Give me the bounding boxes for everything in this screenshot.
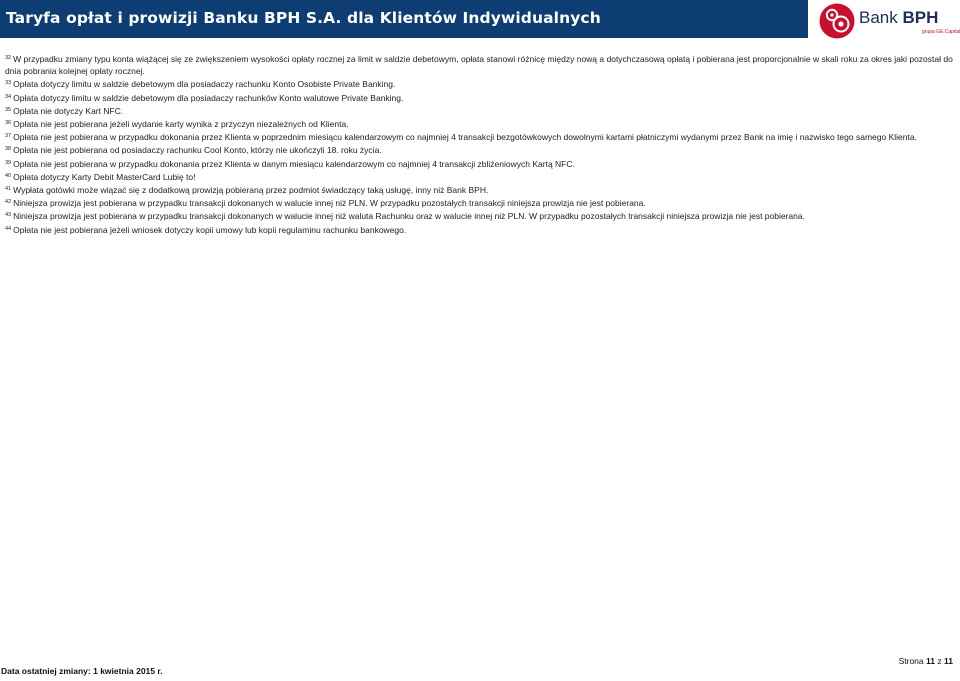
footnote-text: Niniejsza prowizja jest pobierana w przypadku transakcji dokonanych w walucie innej niż waluta Rachunku oraz w walucie innej niż PLN. W przypadku pozostałych transakcji niniejsza prowizja nie jest pobierana. bbox=[13, 211, 805, 222]
bank-logo bbox=[818, 1, 958, 39]
footnote-text: Opłata nie jest pobierana w przypadku dokonania przez Klienta w danym miesiącu kalendarzowym co najmniej 4 transakcji zbliżeniowych Kartą NFC. bbox=[13, 158, 575, 169]
footnote-number: 43 bbox=[5, 212, 12, 219]
header-band bbox=[0, 0, 808, 38]
footnote-number: 37 bbox=[5, 133, 12, 140]
logo-wordmark bbox=[859, 8, 938, 28]
page-header bbox=[0, 0, 960, 40]
logo-name: Bank bbox=[859, 8, 898, 27]
footnote-text: Opłata nie jest pobierana jeżeli wydanie karty wynika z przyczyn niezależnych od Klienta. bbox=[13, 119, 349, 130]
footnotes-list bbox=[5, 52, 955, 236]
page-number bbox=[899, 656, 953, 666]
footnote-number: 32 bbox=[5, 55, 12, 61]
footnote-number: 33 bbox=[5, 80, 12, 87]
footnote-number: 34 bbox=[5, 93, 12, 100]
footnote-text: Wypłata gotówki może wiązać się z dodatkową prowizją pobieraną przez podmiot świadczący taką usługę, inny niż Bank BPH. bbox=[13, 185, 489, 196]
footnote bbox=[5, 91, 955, 104]
footnote-text: Opłata dotyczy limitu w saldzie debetowym dla posiadaczy rachunków Konto walutowe Private Banking. bbox=[13, 92, 404, 103]
footnote bbox=[5, 183, 955, 196]
footnote bbox=[5, 170, 955, 183]
logo-subtitle: grupa GE Capital bbox=[922, 29, 960, 35]
footnote bbox=[5, 143, 955, 156]
page-separator: z bbox=[937, 656, 942, 666]
footnote-text: Opłata nie dotyczy Kart NFC. bbox=[13, 105, 124, 116]
footnote-text: Opłata dotyczy limitu w saldzie debetowym dla posiadaczy rachunku Konto Osobiste Private Banking. bbox=[13, 79, 396, 90]
footnote-number: 38 bbox=[5, 146, 12, 153]
footnote-text: Opłata nie jest pobierana od posiadaczy rachunku Cool Konto, którzy nie ukończyli 18. roku życia. bbox=[13, 145, 382, 156]
footnote bbox=[5, 130, 955, 143]
footnote-number: 41 bbox=[5, 186, 12, 193]
footnote bbox=[5, 157, 955, 170]
footnote-text: Opłata nie jest pobierana jeżeli wniosek dotyczy kopii umowy lub kopii regulaminu rachunku bankowego. bbox=[13, 224, 407, 235]
footnote-number: 35 bbox=[5, 106, 12, 113]
footnote-text: W przypadku zmiany typu konta wiążącej się ze zwiększeniem wysokości opłaty rocznej za limit w saldzie debetowym, opłata stanowi różnicę między nową a dotychczasową opłatą i pobierana jest proporcjonalnie w skali roku za okres jaki pozostał do dnia pobrania kolejnej opłaty rocznej. bbox=[5, 54, 953, 77]
footnote-text: Niniejsza prowizja jest pobierana w przypadku transakcji dokonanych w walucie innej niż PLN. W przypadku pozostałych transakcji niniejsza prowizja nie jest pobierana. bbox=[13, 198, 646, 209]
footnote-text: Opłata dotyczy Karty Debit MasterCard Lubię to! bbox=[13, 171, 196, 182]
footnote bbox=[5, 117, 955, 130]
page-label: Strona bbox=[898, 656, 924, 666]
logo-name-bold: BPH bbox=[902, 8, 939, 27]
footnote bbox=[5, 209, 955, 222]
footnote-number: 36 bbox=[5, 120, 12, 127]
footnote-number: 42 bbox=[5, 199, 12, 206]
footnote-number: 44 bbox=[5, 225, 12, 232]
last-change-date: Data ostatniej zmiany: 1 kwietnia 2015 r. bbox=[1, 666, 163, 676]
footnote-number: 40 bbox=[5, 172, 12, 179]
footnote bbox=[5, 104, 955, 117]
page-total: 11 bbox=[944, 656, 953, 666]
bank-bph-logo-icon bbox=[819, 3, 855, 39]
footnote bbox=[5, 77, 955, 90]
footnote bbox=[5, 52, 955, 77]
footnote bbox=[5, 223, 955, 236]
footnote-number: 39 bbox=[5, 159, 12, 166]
footnote-text: Opłata nie jest pobierana w przypadku dokonania przez Klienta w poprzednim miesiącu kalendarzowym co najmniej 4 transakcji bezgotówkowych dowolnymi kartami płatniczymi wydanymi przez Bank na imię i nazwisko tego samego Klienta. bbox=[13, 132, 917, 143]
page-current: 11 bbox=[926, 656, 935, 666]
document-title: Taryfa opłat i prowizji Banku BPH S.A. dla Klientów Indywidualnych bbox=[6, 9, 601, 27]
footnote bbox=[5, 196, 955, 209]
